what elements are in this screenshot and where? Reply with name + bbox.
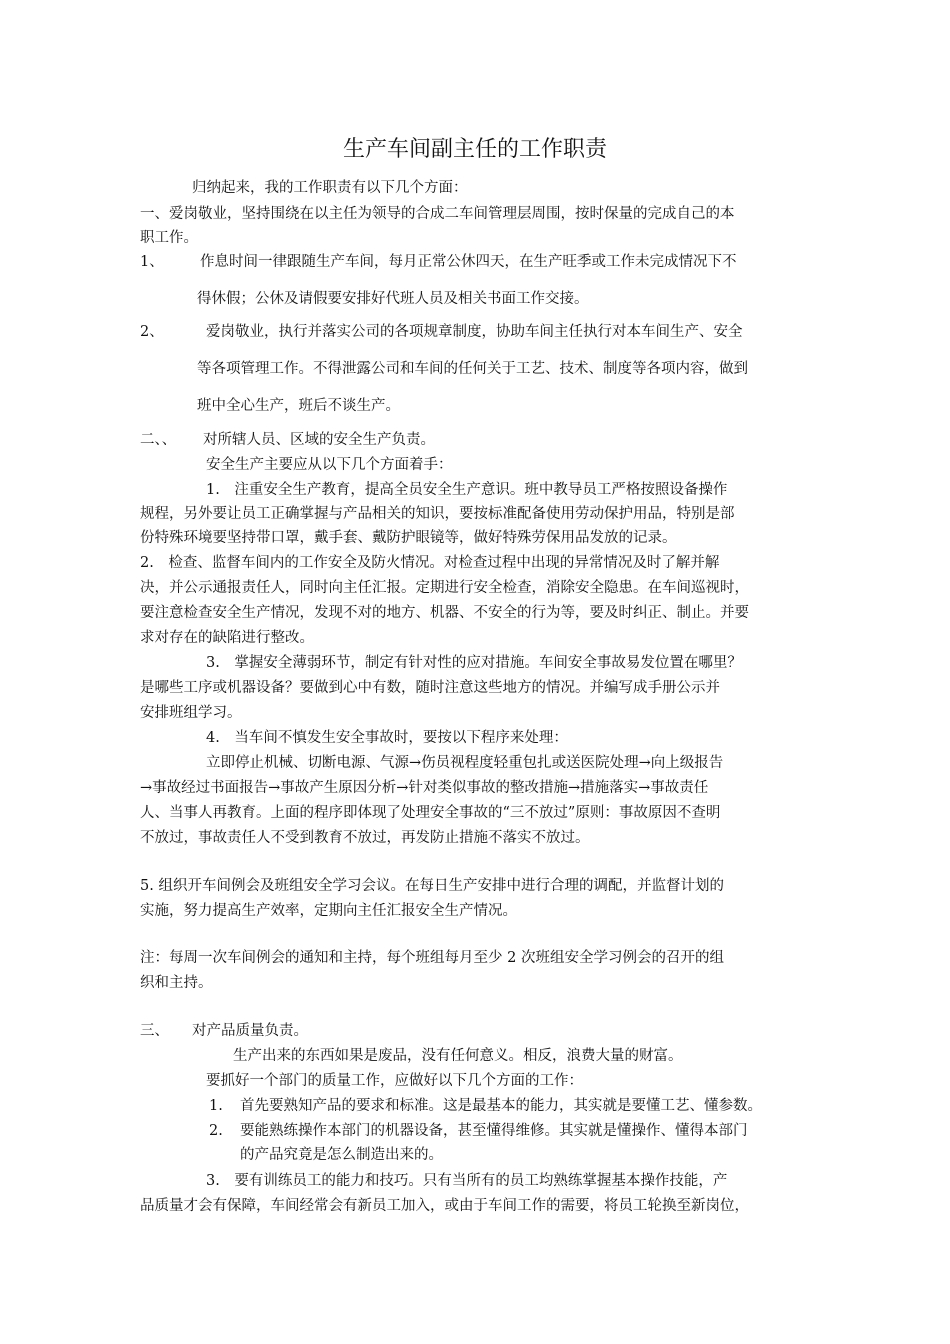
- note-line-1: 注：每周一次车间例会的通知和主持，每个班组每月至少 2 次班组安全学习例会的召开的组: [140, 950, 724, 966]
- section-2-point-2-line-1: 2. 检查、监督车间内的工作安全及防火情况。对检查过程中出现的异常情况及时了解并解: [140, 555, 720, 571]
- section-3-subheading-2: 要抓好一个部门的质量工作，应做好以下几个方面的工作：: [206, 1073, 583, 1089]
- section-3-heading: 对产品质量负责。: [192, 1023, 308, 1039]
- section-2-heading-number: 二、、: [140, 432, 177, 448]
- section-2-point-5-line-1: 5. 组织开车间例会及班组安全学习会议。在每日生产安排中进行合理的调配，并监督计划的: [140, 878, 724, 894]
- section-1-line-1: 一、爱岗敬业，坚持围绕在以主任为领导的合成二车间管理层周围，按时保量的完成自己的本: [140, 206, 735, 222]
- section-2-subheading: 安全生产主要应从以下几个方面着手：: [206, 457, 453, 473]
- section-3-item-2-number: 2.: [209, 1123, 223, 1139]
- note-line-2: 织和主持。: [140, 975, 213, 991]
- section-1-item-1-number: 1、: [140, 254, 164, 270]
- section-1-item-1-line-2: 得休假；公休及请假要安排好代班人员及相关书面工作交接。: [197, 291, 589, 307]
- section-3-item-2-line-2: 的产品究竟是怎么制造出来的。: [240, 1147, 443, 1163]
- section-2-point-3-line-3: 安排班组学习。: [140, 705, 242, 721]
- section-2-point-2-line-2: 决，并公示通报责任人，同时向主任汇报。定期进行安全检查，消除安全隐患。在车间巡视时，: [140, 580, 749, 596]
- section-2-point-3-line-2: 是哪些工序或机器设备？要做到心中有数，随时注意这些地方的情况。并编写成手册公示并: [140, 680, 720, 696]
- section-3-item-1: 首先要熟知产品的要求和标准。这是最基本的能力，其实就是要懂工艺、懂参数。: [240, 1098, 762, 1114]
- section-2-point-4-line-4: 人、当事人再教育。上面的程序即体现了处理安全事故的“三不放过”原则：事故原因不查明: [140, 805, 721, 821]
- section-3-point-3-line-2: 品质量才会有保障，车间经常会有新员工加入，或由于车间工作的需要，将员工轮换至新岗位，: [140, 1198, 749, 1214]
- section-2-point-2-line-3: 要注意检查安全生产情况，发现不对的地方、机器、不安全的行为等，要及时纠正、制止。并要: [140, 605, 749, 621]
- section-2-point-1-line-3: 份特殊环境要坚持带口罩，戴手套、戴防护眼镜等，做好特殊劳保用品发放的记录。: [140, 530, 677, 546]
- section-2-point-3-line-1: 3. 掌握安全薄弱环节，制定有针对性的应对措施。车间安全事故易发位置在哪里？: [206, 655, 742, 671]
- document-title: 生产车间副主任的工作职责: [342, 137, 607, 162]
- section-2-point-2-line-4: 求对存在的缺陷进行整改。: [140, 630, 314, 646]
- section-2-point-4-line-1: 4. 当车间不慎发生安全事故时，要按以下程序来处理：: [206, 730, 568, 746]
- section-2-point-5-line-2: 实施，努力提高生产效率，定期向主任汇报安全生产情况。: [140, 903, 517, 919]
- section-2-point-1-line-2: 规程，另外要让员工正确掌握与产品相关的知识，要按标准配备使用劳动保护用品，特别是部: [140, 506, 735, 522]
- section-3-point-3-line-1: 3. 要有训练员工的能力和技巧。只有当所有的员工均熟练掌握基本操作技能，产: [206, 1173, 728, 1189]
- section-2-point-4-line-3: →事故经过书面报告→事故产生原因分析→针对类似事故的整改措施→措施落实→事故责任: [140, 780, 709, 796]
- section-1-line-2: 职工作。: [140, 230, 198, 246]
- section-3-subheading-1: 生产出来的东西如果是废品，没有任何意义。相反，浪费大量的财富。: [233, 1048, 683, 1064]
- section-3-item-2-line-1: 要能熟练操作本部门的机器设备，甚至懂得维修。其实就是懂操作、懂得本部门: [240, 1123, 748, 1139]
- intro-line: 归纳起来，我的工作职责有以下几个方面：: [192, 180, 468, 196]
- section-1-item-2-number: 2、: [140, 324, 164, 340]
- section-2-point-1-line-1: 1. 注重安全生产教育，提高全员安全生产意识。班中教导员工严格按照设备操作: [206, 482, 728, 498]
- section-1-item-2-line-1: 爱岗敬业，执行并落实公司的各项规章制度，协助车间主任执行对本车间生产、安全: [206, 324, 743, 340]
- section-1-item-1-line-1: 作息时间一律跟随生产车间，每月正常公休四天，在生产旺季或工作未完成情况下不: [200, 254, 737, 270]
- section-1-item-2-line-2: 等各项管理工作。不得泄露公司和车间的任何关于工艺、技术、制度等各项内容，做到: [197, 361, 748, 377]
- section-1-item-2-line-3: 班中全心生产，班后不谈生产。: [197, 398, 400, 414]
- section-2-point-4-line-2: 立即停止机械、切断电源、气源→伤员视程度轻重包扎或送医院处理→向上级报告: [206, 755, 724, 771]
- section-3-heading-number: 三、: [140, 1023, 169, 1039]
- section-2-point-4-line-5: 不放过，事故责任人不受到教育不放过，再发防止措施不落实不放过。: [140, 830, 590, 846]
- section-3-item-1-number: 1.: [209, 1098, 223, 1114]
- section-2-heading: 对所辖人员、区域的安全生产负责。: [203, 432, 435, 448]
